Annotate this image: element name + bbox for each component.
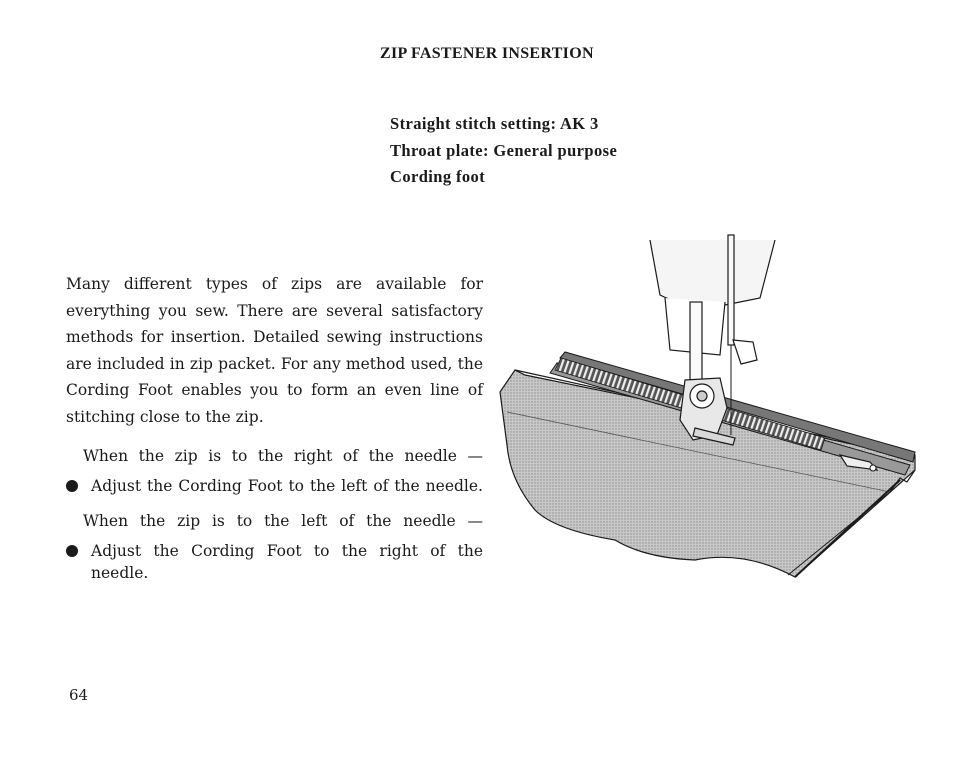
stitch-setting: Straight stitch setting: AK 3 [390, 114, 599, 133]
bullet-icon [66, 545, 78, 557]
instruction-zip-left [66, 540, 483, 584]
page-number: 64 [69, 686, 89, 704]
throat-plate-setting: Throat plate: General purpose [390, 140, 618, 160]
intro-paragraph: Many different types of zips are available for everything you sew. There are several satisfactory methods for insertion. Detailed sewing instructions are included in zip packet. For any method used, the Cording Foot enables you to form an even line of stitching close to the zip. [66, 275, 483, 426]
condition-zip-right: When the zip is to the right of the needle — [83, 447, 483, 465]
settings-block [390, 111, 617, 191]
bullet-icon [66, 480, 78, 492]
foot-setting: Cording foot [390, 167, 486, 186]
condition-zip-left: When the zip is to the left of the needle — [83, 512, 483, 530]
zip-insertion-illustration [495, 230, 925, 590]
instruction-text: Adjust the Cording Foot to the right of the needle. [91, 542, 483, 582]
instruction-zip-right [66, 475, 483, 497]
page-title: ZIP FASTENER INSERTION [380, 45, 594, 62]
instruction-text: Adjust the Cording Foot to the left of the needle. [91, 477, 483, 495]
